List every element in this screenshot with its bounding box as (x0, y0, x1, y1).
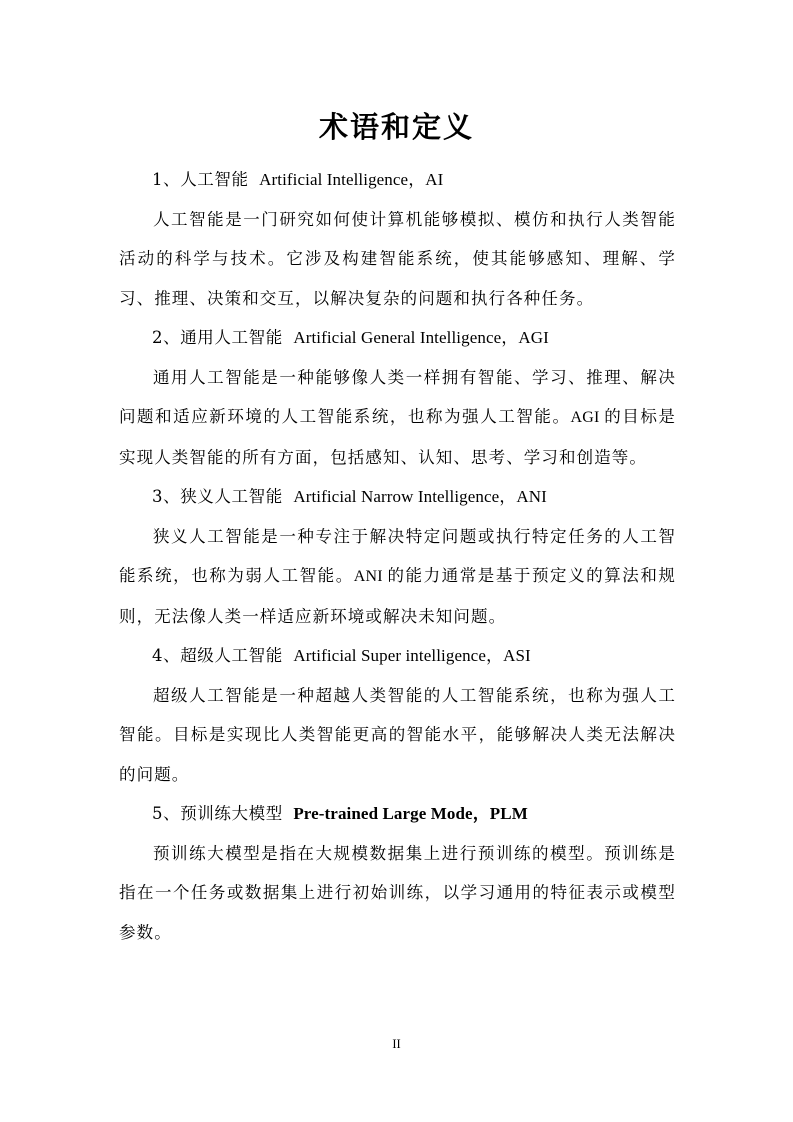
term-definition (119, 834, 676, 953)
term-block (119, 160, 676, 318)
term-definition-text: 超级人工智能是一种超越人类智能的人工智能系统，也称为强人工智能。目标是实现比人类智能更高的智能水平，能够解决人类无法解决的问题。 (119, 685, 676, 784)
term-heading (119, 794, 676, 834)
term-heading (119, 477, 676, 517)
term-definition-text: 预训练大模型是指在大规模数据集上进行预训练的模型。预训练是指在一个任务或数据集上进行初始训练，以学习通用的特征表示或模型参数。 (119, 843, 676, 942)
term-definition-text: 的目标是实现人类智能的所有方面，包括感知、认知、思考、学习和创造等。 (119, 407, 676, 467)
page-title: 术语和定义 (318, 110, 474, 145)
term-definition (119, 200, 676, 319)
term-definition (119, 358, 676, 478)
term-number: 4、 (152, 646, 181, 665)
term-definition-text: 的能力通常是基于预定义的算法和规则，无法像人类一样适应新环境或解决未知问题。 (119, 566, 676, 626)
term-name-cn: 超级人工智能 (180, 646, 283, 665)
term-number: 5、 (152, 804, 181, 823)
term-definition-text: 人工智能是一门研究如何使计算机能够模拟、模仿和执行人类智能活动的科学与技术。它涉及构建智能系统，使其能够感知、理解、学习、推理、决策和交互，以解决复杂的问题和执行各种任务。 (119, 209, 676, 308)
term-name-cn: 人工智能 (180, 170, 249, 189)
term-block (119, 794, 676, 952)
term-name-en: Artificial General Intelligence，AGI (293, 328, 549, 347)
term-heading (119, 636, 676, 676)
term-definition (119, 676, 676, 795)
term-number: 1、 (152, 170, 181, 189)
term-name-cn: 狭义人工智能 (180, 487, 283, 506)
term-heading (119, 318, 676, 358)
term-abbreviation: ANI (353, 568, 388, 585)
term-block (119, 477, 676, 636)
term-definition-text: 狭义人工智能是一种专注于解决特定问题或执行特定任务的人工智能系统，也称为弱人工智能。 (119, 526, 676, 585)
term-block (119, 318, 676, 477)
term-name-en: Artificial Intelligence，AI (259, 170, 444, 189)
terms-list (119, 160, 676, 952)
term-name-en: Artificial Narrow Intelligence，ANI (293, 487, 547, 506)
term-name-cn: 通用人工智能 (180, 328, 283, 347)
term-name-en: Pre-trained Large Mode，PLM (293, 804, 528, 823)
term-abbreviation: AGI (570, 409, 605, 426)
page-number: II (392, 1037, 401, 1051)
term-name-cn: 预训练大模型 (180, 804, 283, 823)
term-definition-text: 通用人工智能是一种能够像人类一样拥有智能、学习、推理、解决问题和适应新环境的人工智能系统，也称为强人工智能。 (119, 367, 676, 426)
term-heading (119, 160, 676, 200)
term-number: 3、 (152, 487, 181, 506)
term-number: 2、 (152, 328, 181, 347)
term-name-en: Artificial Super intelligence，ASI (293, 646, 531, 665)
term-definition (119, 517, 676, 637)
term-block (119, 636, 676, 794)
